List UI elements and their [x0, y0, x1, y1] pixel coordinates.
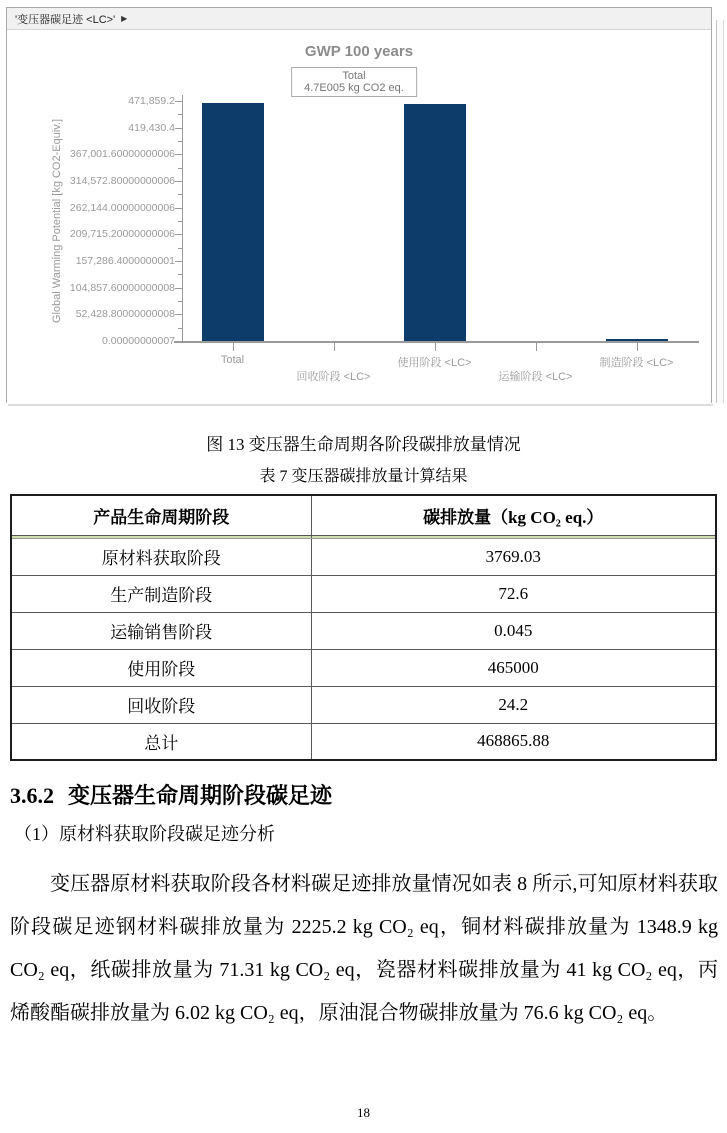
- x-tick-label: 制造阶段 <LC>: [599, 357, 674, 369]
- y-minor-tick-mark: [178, 221, 182, 222]
- x-tick-label: Total: [220, 354, 245, 366]
- table-row: [11, 612, 716, 649]
- chart-tooltip: [291, 67, 417, 97]
- y-tick-mark: [175, 128, 182, 129]
- y-tick-mark: [175, 288, 182, 289]
- y-tick-label: 471,859.2: [128, 95, 175, 107]
- lifecycle-emissions-table: [10, 494, 717, 761]
- stage-cell: 生产制造阶段: [11, 575, 311, 612]
- y-minor-tick-mark: [178, 168, 182, 169]
- section-number: 3.6.2: [10, 783, 54, 808]
- chart-title: GWP 100 years: [304, 43, 414, 60]
- table-row: [11, 649, 716, 686]
- stage-cell: 使用阶段: [11, 649, 311, 686]
- table-row: [11, 686, 716, 723]
- figure-caption: 图 13 变压器生命周期各阶段碳排放量情况: [206, 435, 521, 454]
- y-axis-line: [182, 95, 183, 342]
- adjacent-panel-edge: [716, 20, 724, 403]
- y-minor-tick-mark: [178, 301, 182, 302]
- y-minor-tick-mark: [178, 194, 182, 195]
- x-tick-mark: [637, 343, 638, 351]
- bar[interactable]: [606, 339, 668, 341]
- tab-transformer-footprint[interactable]: '变压器碳足迹 <LC>': [15, 13, 116, 26]
- y-minor-tick-mark: [178, 274, 182, 275]
- chart-tab-bar: [7, 8, 711, 30]
- y-tick-mark: [175, 181, 182, 182]
- y-axis-title: Global Warming Potential [kg CO2-Equiv.]: [51, 118, 63, 324]
- y-tick-label: 209,715.20000000006: [69, 228, 175, 241]
- section-title: 变压器生命周期阶段碳足迹: [68, 783, 333, 808]
- sub-heading: （1）原材料获取阶段碳足迹分析: [14, 824, 275, 844]
- table-header-row: [11, 495, 716, 535]
- y-tick-label: 314,572.80000000006: [69, 175, 175, 187]
- y-minor-tick-mark: [178, 248, 182, 249]
- chart-widget: [6, 7, 712, 403]
- tooltip-category: Total: [342, 70, 366, 82]
- y-tick-label: 52,428.80000000008: [75, 308, 175, 321]
- y-tick-mark: [175, 314, 182, 315]
- table-row: [11, 723, 716, 760]
- bar[interactable]: [202, 103, 264, 341]
- gwp-bar-chart: [7, 31, 711, 403]
- y-minor-tick-mark: [178, 328, 182, 329]
- page-number: 18: [357, 1105, 370, 1120]
- y-tick-label: 104,857.60000000008: [69, 281, 175, 294]
- y-tick-mark: [175, 341, 182, 342]
- play-arrow-icon[interactable]: ▶: [121, 14, 128, 23]
- x-tick-label: 回收阶段 <LC>: [296, 371, 371, 383]
- y-minor-tick-mark: [178, 114, 182, 115]
- y-tick-mark: [175, 261, 182, 262]
- x-tick-label: 使用阶段 <LC>: [397, 357, 472, 369]
- y-tick-label: 367,001.60000000006: [69, 148, 175, 161]
- table-caption: 表 7 变压器碳排放量计算结果: [259, 468, 468, 485]
- bar[interactable]: [404, 104, 466, 341]
- stage-cell: 回收阶段: [11, 686, 311, 723]
- y-tick-mark: [175, 234, 182, 235]
- value-cell: 3769.03: [311, 538, 716, 575]
- y-tick-label: 157,286.4000000001: [75, 255, 175, 267]
- widget-shadow: [8, 404, 713, 406]
- y-tick-mark: [175, 154, 182, 155]
- y-minor-tick-mark: [178, 141, 182, 142]
- header-stage: 产品生命周期阶段: [11, 495, 311, 535]
- value-cell: 465000: [311, 649, 716, 686]
- y-tick-label: 262,144.00000000006: [69, 201, 175, 214]
- stage-cell: 运输销售阶段: [11, 612, 311, 649]
- value-cell: 0.045: [311, 612, 716, 649]
- body-paragraph: 变压器原材料获取阶段各材料碳足迹排放量情况如表 8 所示,可知原材料获取阶段碳足迹钢材料碳排放量为 2225.2 kg CO₂ eq，铜材料碳排放量为 1348.9 kg CO₂ eq，纸碳排放量为 71.31 kg CO₂ eq，瓷器材料碳排放量为 41 kg CO₂ eq，丙烯酸酯碳排放量为 6.02 kg CO₂ eq，原油混合物碳排放量为 76.6 kg CO₂ eq。: [10, 873, 718, 1024]
- value-cell: 24.2: [311, 686, 716, 723]
- y-tick-mark: [175, 101, 182, 102]
- section-heading: [10, 779, 332, 810]
- x-tick-mark: [536, 343, 537, 351]
- y-tick-label: 419,430.4: [128, 121, 175, 134]
- stage-cell: 总计: [11, 723, 311, 760]
- header-emissions: 碳排放量（kg CO₂ eq.）: [311, 495, 716, 535]
- x-tick-mark: [233, 343, 234, 351]
- value-cell: 72.6: [311, 575, 716, 612]
- x-tick-mark: [435, 343, 436, 351]
- y-tick-mark: [175, 208, 182, 209]
- stage-cell: 原材料获取阶段: [11, 538, 311, 575]
- x-tick-label: 运输阶段 <LC>: [498, 371, 573, 383]
- table-row: [11, 538, 716, 575]
- x-tick-mark: [334, 343, 335, 351]
- y-tick-label: 0.00000000007: [102, 335, 175, 347]
- tooltip-value: 4.7E005 kg CO2 eq.: [304, 82, 404, 94]
- table-row: [11, 575, 716, 612]
- value-cell: 468865.88: [477, 731, 550, 751]
- x-axis-line: [174, 341, 699, 343]
